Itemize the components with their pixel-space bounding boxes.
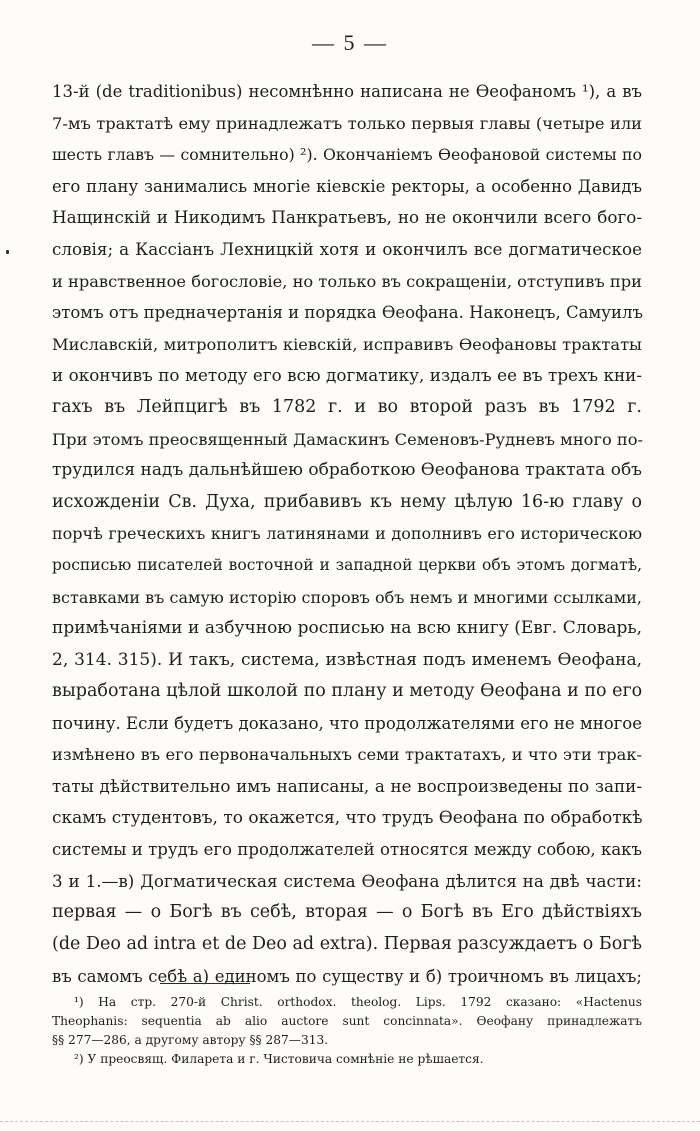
margin-ink-mark xyxy=(6,250,9,254)
text-line: росписью писателей восточной и западной церкви объ этомъ догматѣ, xyxy=(52,555,642,574)
text-line: 7-мъ трактатѣ ему принадлежатъ только первыя главы (четыре или xyxy=(52,113,642,133)
text-line: (de Deo ad intra et de Deo ad extra). Первая разсуждаетъ о Богѣ xyxy=(52,934,642,955)
text-line: его плану занимались многіе кіевскіе ректоры, а особенно Давидъ xyxy=(52,176,642,196)
footnote-line: ²) У преосвящ. Филарета и г. Чистовича сомнѣніе не рѣшается. xyxy=(74,1052,484,1066)
text-line: гахъ въ Лейпцигѣ въ 1782 г. и во второй разъ въ 1792 г. xyxy=(52,396,642,417)
text-line: порчѣ греческихъ книгъ латинянами и дополнивъ его историческою xyxy=(52,524,642,544)
text-line: трудился надъ дальнѣйшею обработкою Ѳеофанова трактата объ xyxy=(52,460,642,481)
text-line: и окончивъ по методу его всю догматику, издалъ ее въ трехъ кни- xyxy=(52,365,642,386)
text-line: таты дѣйствительно имъ написаны, а не воспроизведены по запи- xyxy=(52,776,642,797)
text-line: 3 и 1.—в) Догматическая система Ѳеофана дѣлится на двѣ части: xyxy=(52,870,642,891)
text-line: системы и трудъ его продолжателей относятся между собою, какъ xyxy=(52,840,642,860)
footnote-line: §§ 277—286, а другому автору §§ 287—313. xyxy=(52,1033,329,1047)
page-number: — 5 — xyxy=(312,30,388,55)
text-line: въ самомъ себѣ а) единомъ по существу и б) троичномъ въ лицахъ; xyxy=(52,966,642,986)
footnotes xyxy=(52,993,642,1069)
footnote-line: Theophanis: sequentia ab alio auctore sunt concinnata». Ѳеофану принадлежатъ xyxy=(52,1014,642,1028)
text-line: почину. Если будетъ доказано, что продолжателями его не многое xyxy=(52,713,642,733)
text-line: словія; а Кассіанъ Лехницкій хотя и окончилъ все догматическое xyxy=(52,238,642,259)
text-line: первая — о Богѣ въ себѣ, вторая — о Богѣ въ Его дѣйствіяхъ xyxy=(52,902,642,923)
footnote-separator xyxy=(160,983,250,984)
text-line: вставками въ самую исторію споровъ объ немъ и многими ссылками, xyxy=(52,587,642,607)
text-line: Миславскій, митрополитъ кіевскій, исправивъ Ѳеофановы трактаты xyxy=(52,334,642,354)
text-line: 2, 314. 315). И такъ, система, извѣстная подъ именемъ Ѳеофана, xyxy=(52,649,642,670)
text-line: примѣчаніями и азбучною росписью на всю книгу (Евг. Словарь, xyxy=(52,618,642,639)
footnote-line: ¹) На стр. 270-й Christ. orthodox. theolog. Lips. 1792 сказано: «Hactenus xyxy=(74,995,642,1009)
page-bottom-edge xyxy=(0,1121,700,1122)
text-line: выработана цѣлой школой по плану и методу Ѳеофана и по его xyxy=(52,681,643,702)
text-line: измѣнено въ его первоначальныхъ семи трактатахъ, и что эти трак- xyxy=(52,745,642,765)
text-line: и нравственное богословіе, но только въ сокращеніи, отступивъ при xyxy=(52,271,642,291)
text-line: скамъ студентовъ, то окажется, что трудъ Ѳеофана по обработкѣ xyxy=(52,807,643,828)
main-text xyxy=(52,76,642,992)
text-line: Нащинскій и Никодимъ Панкратьевъ, но не окончили всего бого- xyxy=(52,207,642,228)
text-line: шесть главъ — сомнительно) ²). Окончаніемъ Ѳеофановой системы по xyxy=(52,145,642,165)
text-line: исхожденіи Св. Духа, прибавивъ къ нему цѣлую 16-ю главу о xyxy=(52,491,642,512)
text-line: При этомъ преосвященный Дамаскинъ Семеновъ-Рудневъ много по- xyxy=(52,429,644,449)
text-line: 13-й (de traditionibus) несомнѣнно написана не Ѳеофаномъ ¹), а въ xyxy=(52,82,642,101)
text-line: этомъ отъ предначертанія и порядка Ѳеофана. Наконецъ, Самуилъ xyxy=(52,303,643,323)
